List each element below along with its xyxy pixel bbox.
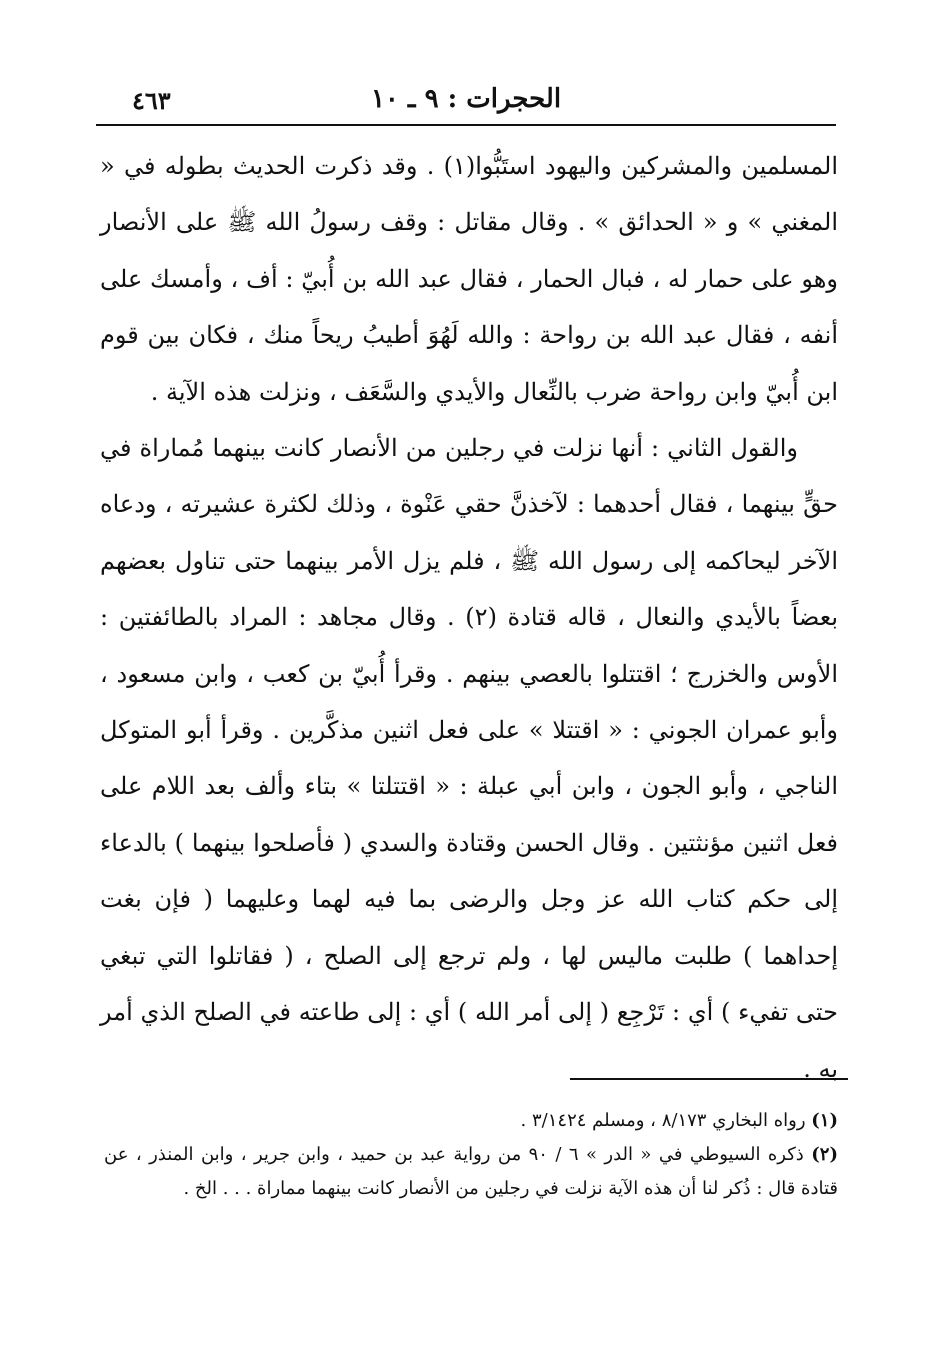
footnote-2 xyxy=(104,1138,838,1206)
footnotes xyxy=(104,1104,838,1206)
main-text xyxy=(100,138,838,1097)
footnote-text: رواه البخاري ٨/١٧٣ ، ومسلم ٣/١٤٢٤ . xyxy=(520,1110,806,1131)
footnote-marker: (٢) xyxy=(811,1144,838,1165)
running-title: الحجرات : ٩ ـ ١٠ xyxy=(370,84,562,114)
page-number: ٤٦٣ xyxy=(132,86,171,115)
footnote-rule xyxy=(570,1078,848,1080)
paragraph-1: المسلمين والمشركين واليهود استَبُّوا(١) . وقد ذكرت الحديث بطوله في « المغني » و « الحدائق » . وقال مقاتل : وقف رسولُ الله ﷺ على الأنصار وهو على حمار له ، فبال الحمار ، فقال عبد الله بن أُبيّ : أف ، وأمسك على أنفه ، فقال عبد الله بن رواحة : والله لَهُوَ أطيبُ ريحاً منك ، فكان بين قوم ابن أُبيّ وابن رواحة ضرب بالنِّعال والأيدي والسَّعَف ، ونزلت هذه الآية . xyxy=(100,152,838,406)
footnote-1 xyxy=(104,1104,838,1138)
footnote-text: ذكره السيوطي في « الدر » ٦ / ٩٠ من رواية عبد بن حميد ، وابن جرير ، وابن المنذر ، عن قتادة قال : ذُكر لنا أن هذه الآية نزلت في رجلين من الأنصار كانت بينهما مماراة . . . الخ . xyxy=(104,1144,838,1199)
header-rule xyxy=(96,124,836,126)
page-header xyxy=(96,80,836,120)
paragraph-2: والقول الثاني : أنها نزلت في رجلين من الأنصار كانت بينهما مُماراة في حقٍّ بينهما ، فقال أحدهما : لآخذنَّ حقي عَنْوة ، وذلك لكثرة عشيرته ، ودعاه الآخر ليحاكمه إلى رسول الله ﷺ ، فلم يزل الأمر بينهما حتى تناول بعضهم بعضاً بالأيدي والنعال ، قاله قتادة (٢) . وقال مجاهد : المراد بالطائفتين : الأوس والخزرج ؛ اقتتلوا بالعصي بينهم . وقرأ أُبيّ بن كعب ، وابن مسعود ، وأبو عمران الجوني : « اقتتلا » على فعل اثنين مذكَّرين . وقرأ أبو المتوكل الناجي ، وأبو الجون ، وابن أبي عبلة : « اقتتلتا » بتاء وألف بعد اللام على فعل اثنين مؤنثتين . وقال الحسن وقتادة والسدي ( فأصلحوا بينهما ) بالدعاء إلى حكم كتاب الله عز وجل والرضى بما فيه لهما وعليهما ( فإن بغت إحداهما ) طلبت ماليس لها ، ولم ترجع إلى الصلح ، ( فقاتلوا التي تبغي حتى تفيء ) أي : تَرْجِع ( إلى أمر الله ) أي : إلى طاعته في الصلح الذي أمر به . xyxy=(100,434,839,1083)
footnote-marker: (١) xyxy=(811,1110,838,1131)
